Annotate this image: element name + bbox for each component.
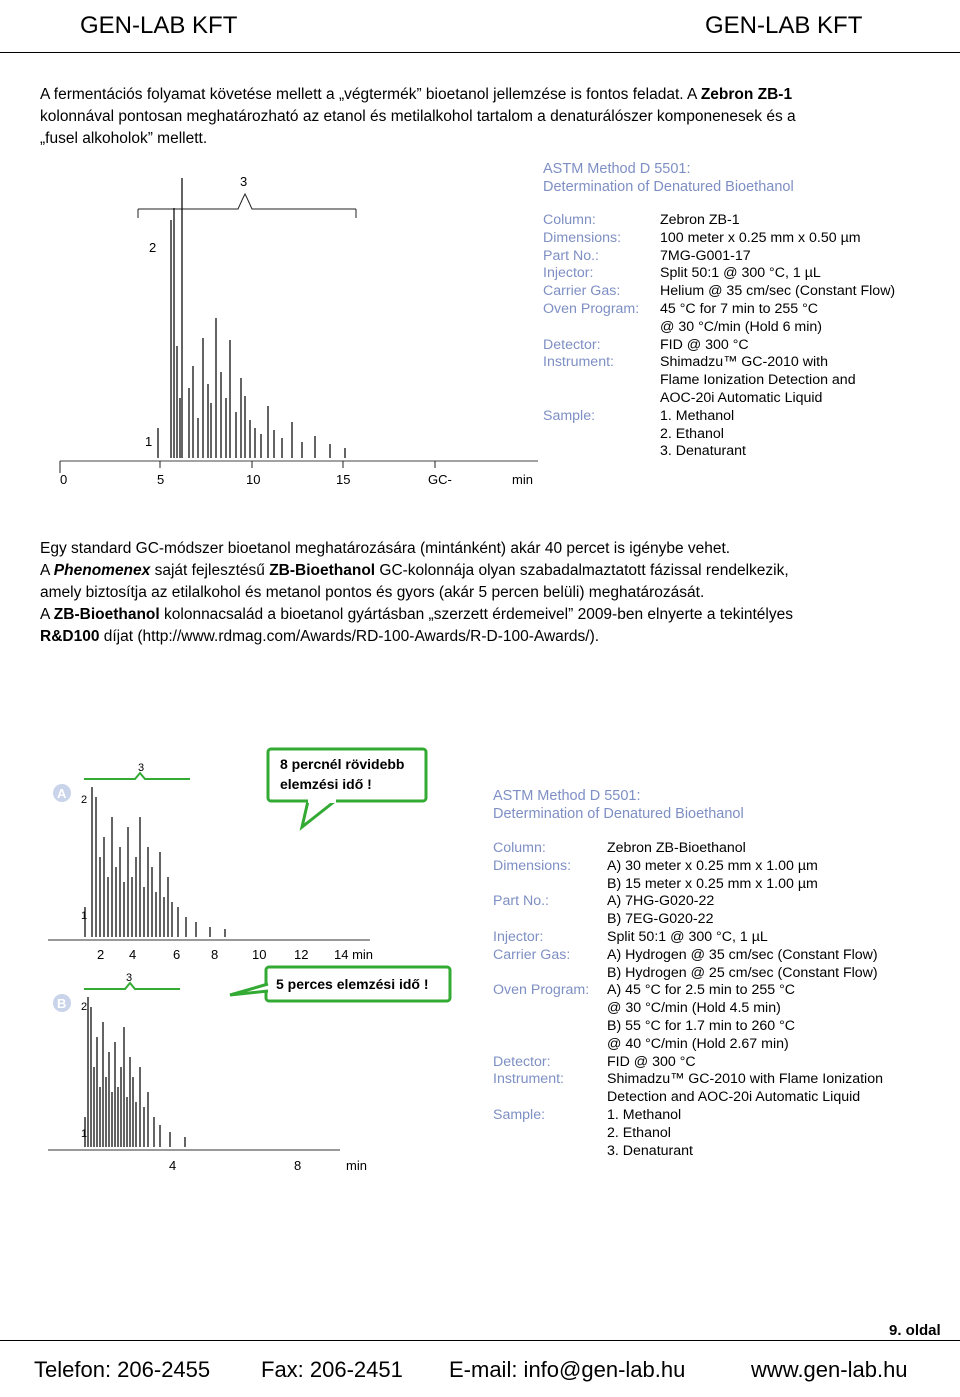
spec-row: [493, 1107, 933, 1125]
chart1-peak-label-3: 3: [240, 174, 248, 189]
intro-line-2: kolonnával pontosan meghatározható az etanol és metilalkohol tartalom a denaturálószer komponenesek és a: [40, 108, 796, 125]
chart1-peak-label-2: 2: [149, 240, 157, 255]
spec-value: B) 15 meter x 0.25 mm x 1.00 µm: [607, 875, 818, 892]
spec-value: B) 7EG-G020-22: [607, 911, 714, 928]
method1-title-line2: Determination of Denatured Bioethanol: [543, 179, 794, 195]
spec-label: Carrier Gas:: [543, 283, 621, 300]
spec-row: [493, 893, 933, 911]
spec-row: [493, 1071, 933, 1089]
spec-value: Shimadzu™ GC-2010 with: [660, 354, 828, 371]
chart1-tick-min: min: [512, 472, 533, 487]
spec-row: [543, 354, 953, 372]
chart2a-tick-2: 2: [97, 947, 105, 962]
spec-row: [493, 911, 933, 929]
spec-row: [493, 876, 933, 894]
spec-value: Zebron ZB-Bioethanol: [607, 840, 746, 856]
body-bold-award: R&D100: [40, 628, 100, 645]
intro-text: A fermentációs folyamat követése mellett a „végtermék” bioetanol jellemzése is fontos feladat. A: [40, 86, 701, 103]
spec-value: 45 °C for 7 min to 255 °C: [660, 300, 819, 317]
body-line-3: amely biztosítja az etilalkohol és metanol pontos és gyors (akár 5 percen belüli) meghatározását.: [40, 584, 705, 601]
spec-value: 1. Methanol: [660, 407, 735, 424]
body-line-2: [40, 560, 789, 582]
spec-value: FID @ 300 °C: [607, 1053, 696, 1070]
spec-label: Instrument:: [543, 354, 614, 371]
chart1-tick-5: 5: [157, 472, 165, 487]
spec-row: [493, 1000, 933, 1018]
spec-label: Part No.:: [543, 247, 599, 264]
callout-b-pointer: [230, 984, 268, 995]
body-text: kolonnacsalád a bioetanol gyártásban „szerzett érdemeivel” 2009-ben elnyerte a tekintélyes: [159, 606, 793, 623]
spec-value: @ 30 °C/min (Hold 6 min): [660, 318, 822, 335]
panel-a-label: A: [57, 786, 67, 801]
spec-row: [543, 301, 953, 319]
chart2a-tick-12: 12: [294, 947, 309, 962]
method1-title: [543, 160, 794, 196]
spec-row: [493, 947, 933, 965]
chromatogram-2: [40, 745, 480, 1185]
spec-value: Split 50:1 @ 300 °C, 1 µL: [607, 928, 768, 945]
body-text: A: [40, 562, 54, 579]
footer-email[interactable]: E-mail: info@gen-lab.hu: [449, 1357, 686, 1382]
spec-value: A) 7HG-G020-22: [607, 893, 715, 910]
spec-label: Carrier Gas:: [493, 946, 571, 963]
footer-fax: Fax: 206-2451: [261, 1357, 403, 1382]
body-line-5: [40, 626, 599, 648]
spec-row: [543, 319, 953, 337]
spec-row: [543, 408, 953, 426]
spec-label: Detector:: [493, 1053, 551, 1070]
spec-value: Zebron ZB-1: [660, 212, 740, 228]
callout-a-line1: 8 percnél rövidebb: [280, 756, 405, 772]
spec-value: B) 55 °C for 1.7 min to 260 °C: [607, 1017, 795, 1034]
spec-row: [493, 1018, 933, 1036]
chromatogram-1: [40, 168, 540, 490]
header-company-right: GEN-LAB KFT: [705, 12, 863, 39]
spec-row: [493, 1089, 933, 1107]
chart2b-tick-4: 4: [169, 1158, 177, 1173]
chart2b-peak-1: 1: [81, 1128, 88, 1140]
spec-value: B) Hydrogen @ 25 cm/sec (Constant Flow): [607, 964, 878, 981]
chart1-tick-15: 15: [336, 472, 351, 487]
spec-label: Dimensions:: [543, 229, 622, 246]
spec-row: [493, 1054, 933, 1072]
spec-value: AOC-20i Automatic Liquid: [660, 389, 823, 406]
spec-row: [493, 1036, 933, 1054]
chart2a-tick-6: 6: [173, 947, 181, 962]
chart2b-peak-3: 3: [126, 972, 133, 984]
body-line-1: Egy standard GC-módszer bioetanol meghatározására (mintánként) akár 40 percet is igénybe vehet.: [40, 540, 731, 557]
method2-title-line2: Determination of Denatured Bioethanol: [493, 806, 744, 822]
intro-line-1: [40, 84, 792, 106]
spec-label: Column:: [493, 840, 546, 856]
spec-value: 100 meter x 0.25 mm x 0.50 µm: [660, 229, 861, 246]
spec-row: [493, 840, 933, 858]
spec-value: 3. Denaturant: [660, 443, 746, 460]
spec-row: [493, 1143, 933, 1161]
spec-value: 1. Methanol: [607, 1106, 682, 1123]
spec-row: [493, 965, 933, 983]
page-number: 9. oldal: [889, 1322, 941, 1339]
body-text: saját fejlesztésű: [150, 562, 270, 579]
spec-label: Oven Program:: [493, 982, 590, 999]
chart2a-peak-2: 2: [81, 794, 88, 806]
spec-label: Injector:: [493, 928, 544, 945]
spec-value: 2. Ethanol: [607, 1124, 671, 1141]
spec-value: A) 30 meter x 0.25 mm x 1.00 µm: [607, 857, 818, 874]
method2-title: [493, 787, 744, 823]
chart1-tick-10: 10: [246, 472, 261, 487]
callout-a-line2: elemzési idő !: [280, 776, 372, 792]
intro-line-3: „fusel alkoholok” mellett.: [40, 130, 208, 147]
spec-row: [543, 390, 953, 408]
spec-value: FID @ 300 °C: [660, 336, 749, 353]
spec-value: Shimadzu™ GC-2010 with Flame Ionization: [607, 1071, 883, 1088]
intro-bold-column: Zebron ZB-1: [700, 86, 793, 103]
spec-value: Helium @ 35 cm/sec (Constant Flow): [660, 283, 896, 300]
chart1-tick-0: 0: [60, 472, 68, 487]
chart1-tick-gc: GC-: [428, 472, 452, 487]
footer-website[interactable]: www.gen-lab.hu: [751, 1357, 908, 1382]
page-header: [0, 0, 960, 53]
spec-row: [543, 212, 953, 230]
callout-b-text: 5 perces elemzési idő !: [276, 976, 429, 992]
chart2a-peak-3: 3: [138, 762, 145, 774]
method2-title-line1: ASTM Method D 5501:: [493, 788, 641, 804]
spec-row: [543, 230, 953, 248]
spec-label: Injector:: [543, 265, 594, 282]
spec-value: Split 50:1 @ 300 °C, 1 µL: [660, 265, 821, 282]
spec-label: Sample:: [493, 1106, 546, 1123]
chart2a-tick-10: 10: [252, 947, 267, 962]
spec-row: [543, 372, 953, 390]
method2-spec-table: [493, 840, 933, 1160]
spec-row: [543, 337, 953, 355]
spec-value: Flame Ionization Detection and: [660, 372, 856, 389]
callout-a-pointer: [302, 801, 335, 827]
page-footer: [0, 1340, 960, 1397]
spec-value: Detection and AOC-20i Automatic Liquid: [607, 1089, 861, 1106]
spec-value: A) 45 °C for 2.5 min to 255 °C: [607, 982, 795, 999]
spec-row: [543, 265, 953, 283]
body-bold-column: ZB-Bioethanol: [269, 562, 376, 579]
body-link-text: díjat (http://www.rdmag.com/Awards/RD-100-Awards/R-D-100-Awards/).: [99, 628, 600, 645]
spec-value: A) Hydrogen @ 35 cm/sec (Constant Flow): [607, 946, 878, 963]
method1-title-line1: ASTM Method D 5501:: [543, 161, 691, 177]
spec-row: [543, 248, 953, 266]
chart2a-tick-4: 4: [129, 947, 137, 962]
spec-row: [493, 858, 933, 876]
chart1-peak-label-1: 1: [145, 434, 153, 449]
spec-value: @ 40 °C/min (Hold 2.67 min): [607, 1035, 789, 1052]
chart2a-peak-1: 1: [81, 910, 88, 922]
spec-value: @ 30 °C/min (Hold 4.5 min): [607, 1000, 781, 1017]
chart2b-tick-min: min: [346, 1158, 367, 1173]
spec-value: 7MG-G001-17: [660, 247, 751, 264]
spec-value: 3. Denaturant: [607, 1142, 693, 1159]
body-text: GC-kolonnája olyan szabadalmaztatott fázissal rendelkezik,: [375, 562, 789, 579]
footer-phone: Telefon: 206-2455: [34, 1357, 211, 1382]
spec-row: [543, 283, 953, 301]
spec-label: Dimensions:: [493, 857, 572, 874]
spec-label: Oven Program:: [543, 300, 640, 317]
spec-label: Sample:: [543, 407, 596, 424]
spec-row: [543, 426, 953, 444]
spec-row: [543, 443, 953, 461]
body-line-4: [40, 604, 793, 626]
panel-b-label: B: [57, 996, 67, 1011]
body-text: A: [40, 606, 54, 623]
chart2b-peak-2: 2: [81, 1001, 88, 1013]
spec-label: Column:: [543, 212, 596, 228]
spec-label: Detector:: [543, 336, 601, 353]
spec-label: Instrument:: [493, 1071, 564, 1088]
chart2a-tick-14: 14 min: [334, 947, 374, 962]
spec-row: [493, 982, 933, 1000]
spec-label: Part No.:: [493, 893, 549, 910]
spec-row: [493, 1125, 933, 1143]
method1-spec-table: [543, 212, 953, 461]
body-bold-column: ZB-Bioethanol: [53, 606, 160, 623]
header-company-left: GEN-LAB KFT: [80, 12, 238, 39]
spec-value: 2. Ethanol: [660, 425, 724, 442]
spec-row: [493, 929, 933, 947]
chart2b-tick-8: 8: [294, 1158, 302, 1173]
chart2a-tick-8: 8: [211, 947, 219, 962]
body-brand-phenomenex: Phenomenex: [53, 562, 151, 579]
